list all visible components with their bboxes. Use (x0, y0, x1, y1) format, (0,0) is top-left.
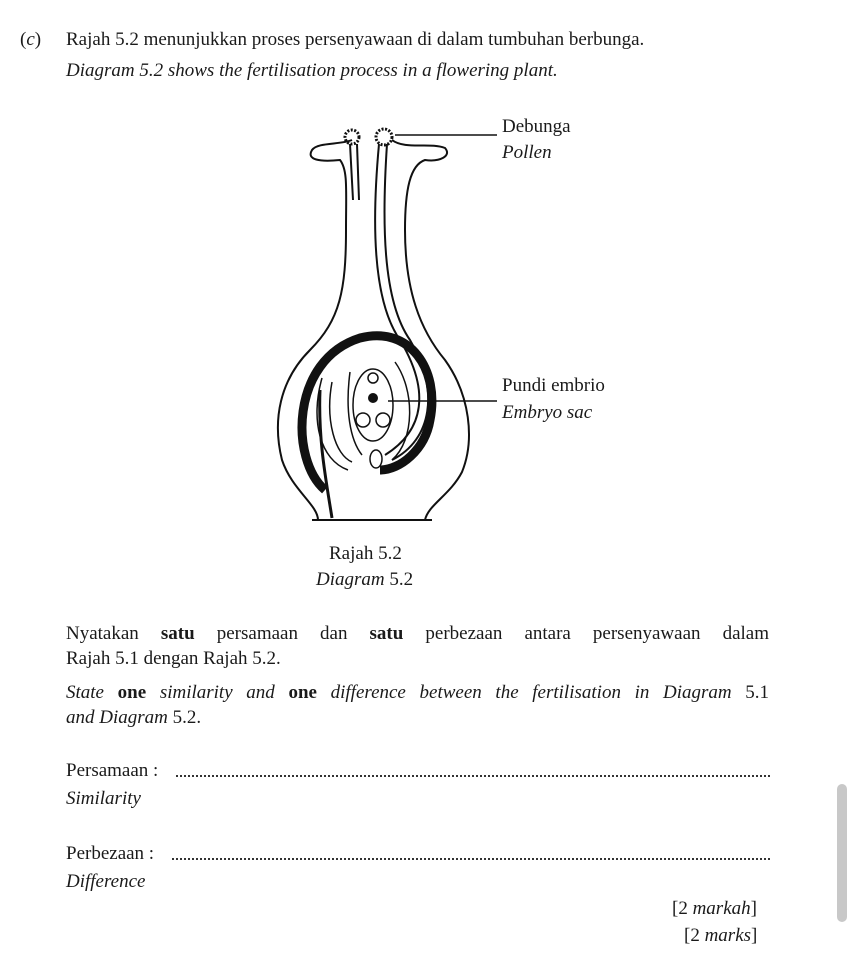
question-label: (c) (20, 29, 42, 50)
ovary-wall (302, 336, 432, 490)
marks-malay: [2 markah] (672, 898, 757, 919)
pollen-tube-short (350, 144, 359, 200)
label-pollen-english: Pollen (502, 142, 552, 163)
difference-label: Perbezaan : (66, 843, 155, 864)
intro-malay: Rajah 5.2 menunjukkan proses persenyawaan di dalam tumbuhan berbunga. (66, 29, 645, 50)
label-embryo-sac-malay: Pundi embrio (502, 375, 605, 396)
difference-label-english: Difference (66, 871, 146, 892)
similarity-answer-line[interactable] (176, 775, 770, 777)
similarity-label-english: Similarity (66, 788, 141, 809)
instruction-english-line2: and Diagram 5.2. (66, 707, 202, 728)
caption-english: Diagram 5.2 (316, 569, 414, 590)
pollen-grain-right (376, 129, 392, 145)
instruction-malay-line2: Rajah 5.1 dengan Rajah 5.2. (66, 648, 281, 669)
similarity-label: Persamaan : (66, 760, 159, 781)
embryo-sac (353, 369, 393, 441)
label-pollen-malay: Debunga (502, 116, 571, 137)
vertical-scrollbar[interactable] (837, 784, 847, 922)
instruction-english-line1: State one similarity and one difference between the fertilisation in Diagram 5.1 (66, 682, 770, 703)
instruction-malay-line1: Nyatakan satu persamaan dan satu perbezaan antara persenyawaan dalam (66, 623, 770, 644)
marks-english: [2 marks] (684, 925, 758, 946)
intro-english: Diagram 5.2 shows the fertilisation process in a flowering plant. (66, 60, 558, 81)
caption-malay: Rajah 5.2 (329, 543, 402, 564)
label-embryo-sac-english: Embryo sac (502, 402, 593, 423)
difference-answer-line[interactable] (172, 858, 770, 860)
